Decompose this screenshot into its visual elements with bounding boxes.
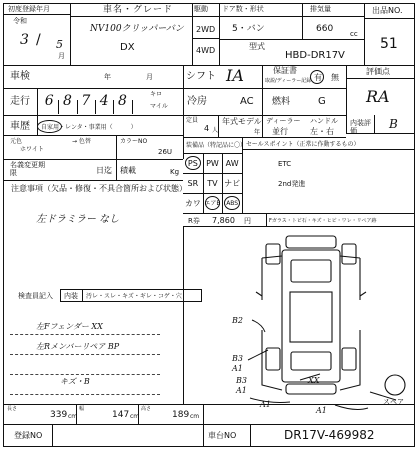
diagram-mark: A1 bbox=[236, 386, 247, 395]
equipment-title: 装備品（特記品に〇） bbox=[186, 142, 247, 149]
history-label: 車歴 bbox=[10, 121, 30, 132]
first-reg-label: 初度登録年月 bbox=[8, 5, 50, 13]
lot-number: 51 bbox=[380, 36, 398, 52]
fuel-value: G bbox=[318, 96, 326, 107]
month-unit: 月 bbox=[58, 52, 65, 60]
diagram-mark: A1 bbox=[260, 400, 271, 409]
diagram-mark: B3 bbox=[232, 354, 243, 363]
diagram-mark: XX bbox=[308, 376, 320, 385]
r-ticket-unit: 円 bbox=[244, 217, 251, 225]
dealer-value: 並行 bbox=[272, 127, 288, 136]
glass-condition-options: Fガラス・トビ石・キズ・ヒビ・ワレ・リペア跡 bbox=[269, 218, 377, 224]
warranty-label: 保証書 bbox=[273, 66, 297, 75]
load-label: 積載 bbox=[120, 166, 136, 175]
inspector-interior-options: 汚レ・スレ・キズ・ギレ・コゲ・穴 bbox=[86, 293, 182, 300]
type-value: HBD-DR17V bbox=[285, 50, 345, 61]
model-year-label: 年式モデル bbox=[222, 117, 262, 126]
diagram-mark: A1 bbox=[316, 406, 327, 415]
orig-color-value: ホワイト bbox=[20, 146, 44, 153]
color-no-label: カラーNO bbox=[120, 138, 148, 145]
mileage-digit: 7 bbox=[81, 93, 91, 109]
inspector-interior-label: 内装 bbox=[64, 292, 78, 300]
color-no-value: 26U bbox=[158, 148, 173, 156]
inspection-year-unit: 年 bbox=[104, 73, 111, 81]
inspection-label: 車検 bbox=[10, 71, 30, 82]
height-label: 高さ bbox=[141, 406, 152, 412]
first-reg-month: 5 bbox=[56, 38, 63, 51]
equipment-item: PW bbox=[206, 159, 219, 168]
r-ticket-label: R券 bbox=[188, 217, 200, 225]
length-unit: cm bbox=[68, 413, 78, 420]
reg-no-label: 登録NO bbox=[14, 431, 43, 440]
capacity-label: 定員 bbox=[186, 117, 199, 124]
model-name: NV100クリッパーバン bbox=[90, 24, 184, 34]
inspector-label: 検査員記入 bbox=[18, 292, 53, 300]
width-label: 幅 bbox=[79, 406, 85, 412]
color-change-label: → 色替 bbox=[72, 138, 91, 145]
length-label: 長さ bbox=[7, 406, 18, 412]
equipment-item: PS bbox=[187, 159, 198, 168]
warranty-sub: 取説/ディーラー記録 bbox=[265, 78, 312, 84]
type-label: 型式 bbox=[249, 42, 265, 51]
grade: DX bbox=[120, 42, 135, 53]
mileage-label: 走行 bbox=[10, 96, 30, 107]
score-value: RA bbox=[366, 87, 390, 106]
frame-no-label: 車台NO bbox=[208, 431, 237, 440]
equipment-item: AW bbox=[225, 159, 239, 168]
sales-point-item: ETC bbox=[278, 160, 292, 168]
mileage-unit-km: キロ bbox=[150, 91, 163, 98]
name-change-label: 名義変更期限 bbox=[10, 161, 45, 177]
spare-label: スペア bbox=[383, 398, 404, 406]
drive-label: 駆動 bbox=[194, 5, 208, 13]
shift-label: シフト bbox=[186, 71, 216, 82]
displacement-value: 660 bbox=[316, 24, 334, 34]
height-unit: cm bbox=[190, 413, 200, 420]
mileage-digit: 8 bbox=[118, 93, 127, 109]
drive-4wd: 4WD bbox=[196, 46, 216, 55]
door-value: 5・バン bbox=[232, 24, 265, 34]
inspector-line: 左Fフェンダー XX bbox=[36, 322, 103, 331]
name-change-date-unit: 日迄 bbox=[96, 166, 112, 175]
equipment-item: カワ bbox=[184, 199, 201, 208]
equipment-item: TV bbox=[207, 179, 218, 188]
equipment-item: エアB bbox=[204, 200, 221, 207]
width-unit: cm bbox=[130, 413, 140, 420]
history-options: 自家用・レンタ・事業用（ ） bbox=[41, 124, 137, 131]
capacity-unit: 人 bbox=[212, 127, 219, 134]
model-year-unit: 年 bbox=[254, 129, 261, 136]
notes-handwritten: 左ドラミラー なし bbox=[36, 214, 120, 225]
r-ticket-value: 7,860 bbox=[212, 216, 235, 225]
mileage-unit-mile: マイル bbox=[150, 103, 168, 110]
equipment-item: ナビ bbox=[224, 179, 241, 188]
frame-no-value: DR17V-469982 bbox=[284, 428, 375, 442]
notes-title: 注意事項（欠品・修復・不具合箇所および状態） bbox=[11, 184, 187, 193]
diagram-mark: B2 bbox=[232, 316, 243, 325]
inspector-line: キズ・B bbox=[60, 377, 90, 386]
mileage-digit: 8 bbox=[63, 93, 72, 109]
sales-point-item: 2nd発進 bbox=[278, 180, 306, 188]
lot-label: 出品NO. bbox=[372, 6, 403, 15]
displacement-unit: cc bbox=[350, 30, 358, 38]
interior-score-value: B bbox=[389, 117, 398, 131]
load-unit: Kg bbox=[170, 168, 180, 176]
handle-value: 左・右 bbox=[310, 127, 334, 136]
shift-value: IA bbox=[226, 66, 244, 85]
fuel-label: 燃料 bbox=[272, 97, 291, 107]
model-label: 車名・グレード bbox=[103, 5, 174, 15]
diagram-mark: B3 bbox=[236, 376, 247, 385]
sales-point-title: セールスポイント（正常に作動するもの） bbox=[246, 141, 360, 148]
interior-score-label: 内装評価 bbox=[350, 119, 371, 135]
score-label: 評価点 bbox=[366, 67, 390, 76]
inspection-month-unit: 月 bbox=[146, 73, 153, 81]
ac-value: AC bbox=[240, 96, 254, 107]
ac-label: 冷房 bbox=[187, 96, 207, 107]
equipment-item: ABS bbox=[226, 200, 239, 207]
mileage-digit: 4 bbox=[99, 93, 109, 109]
dealer-label: ディーラー bbox=[266, 117, 301, 125]
capacity-value: 4 bbox=[204, 124, 210, 133]
diagram-mark: A1 bbox=[232, 364, 243, 373]
displacement-label: 排気量 bbox=[310, 5, 331, 13]
era-text: 令和 bbox=[13, 17, 27, 25]
equipment-item: SR bbox=[187, 179, 199, 188]
inspector-line: 左Rメンバーリペア BP bbox=[36, 342, 120, 351]
door-label: ドア数・形状 bbox=[222, 5, 264, 13]
drive-2wd: 2WD bbox=[196, 25, 216, 34]
width-value: 147 bbox=[112, 410, 130, 420]
warranty-no: 無 bbox=[331, 73, 339, 82]
orig-color-label: 元色 bbox=[10, 138, 23, 145]
height-value: 189 bbox=[172, 410, 190, 420]
length-value: 339 bbox=[50, 410, 68, 420]
warranty-yes: 有 bbox=[314, 73, 322, 82]
handle-label: ハンドル bbox=[310, 117, 338, 125]
first-reg-year: 3 bbox=[20, 32, 29, 48]
mileage-digit: 6 bbox=[44, 93, 54, 109]
date-slash: / bbox=[36, 32, 41, 48]
